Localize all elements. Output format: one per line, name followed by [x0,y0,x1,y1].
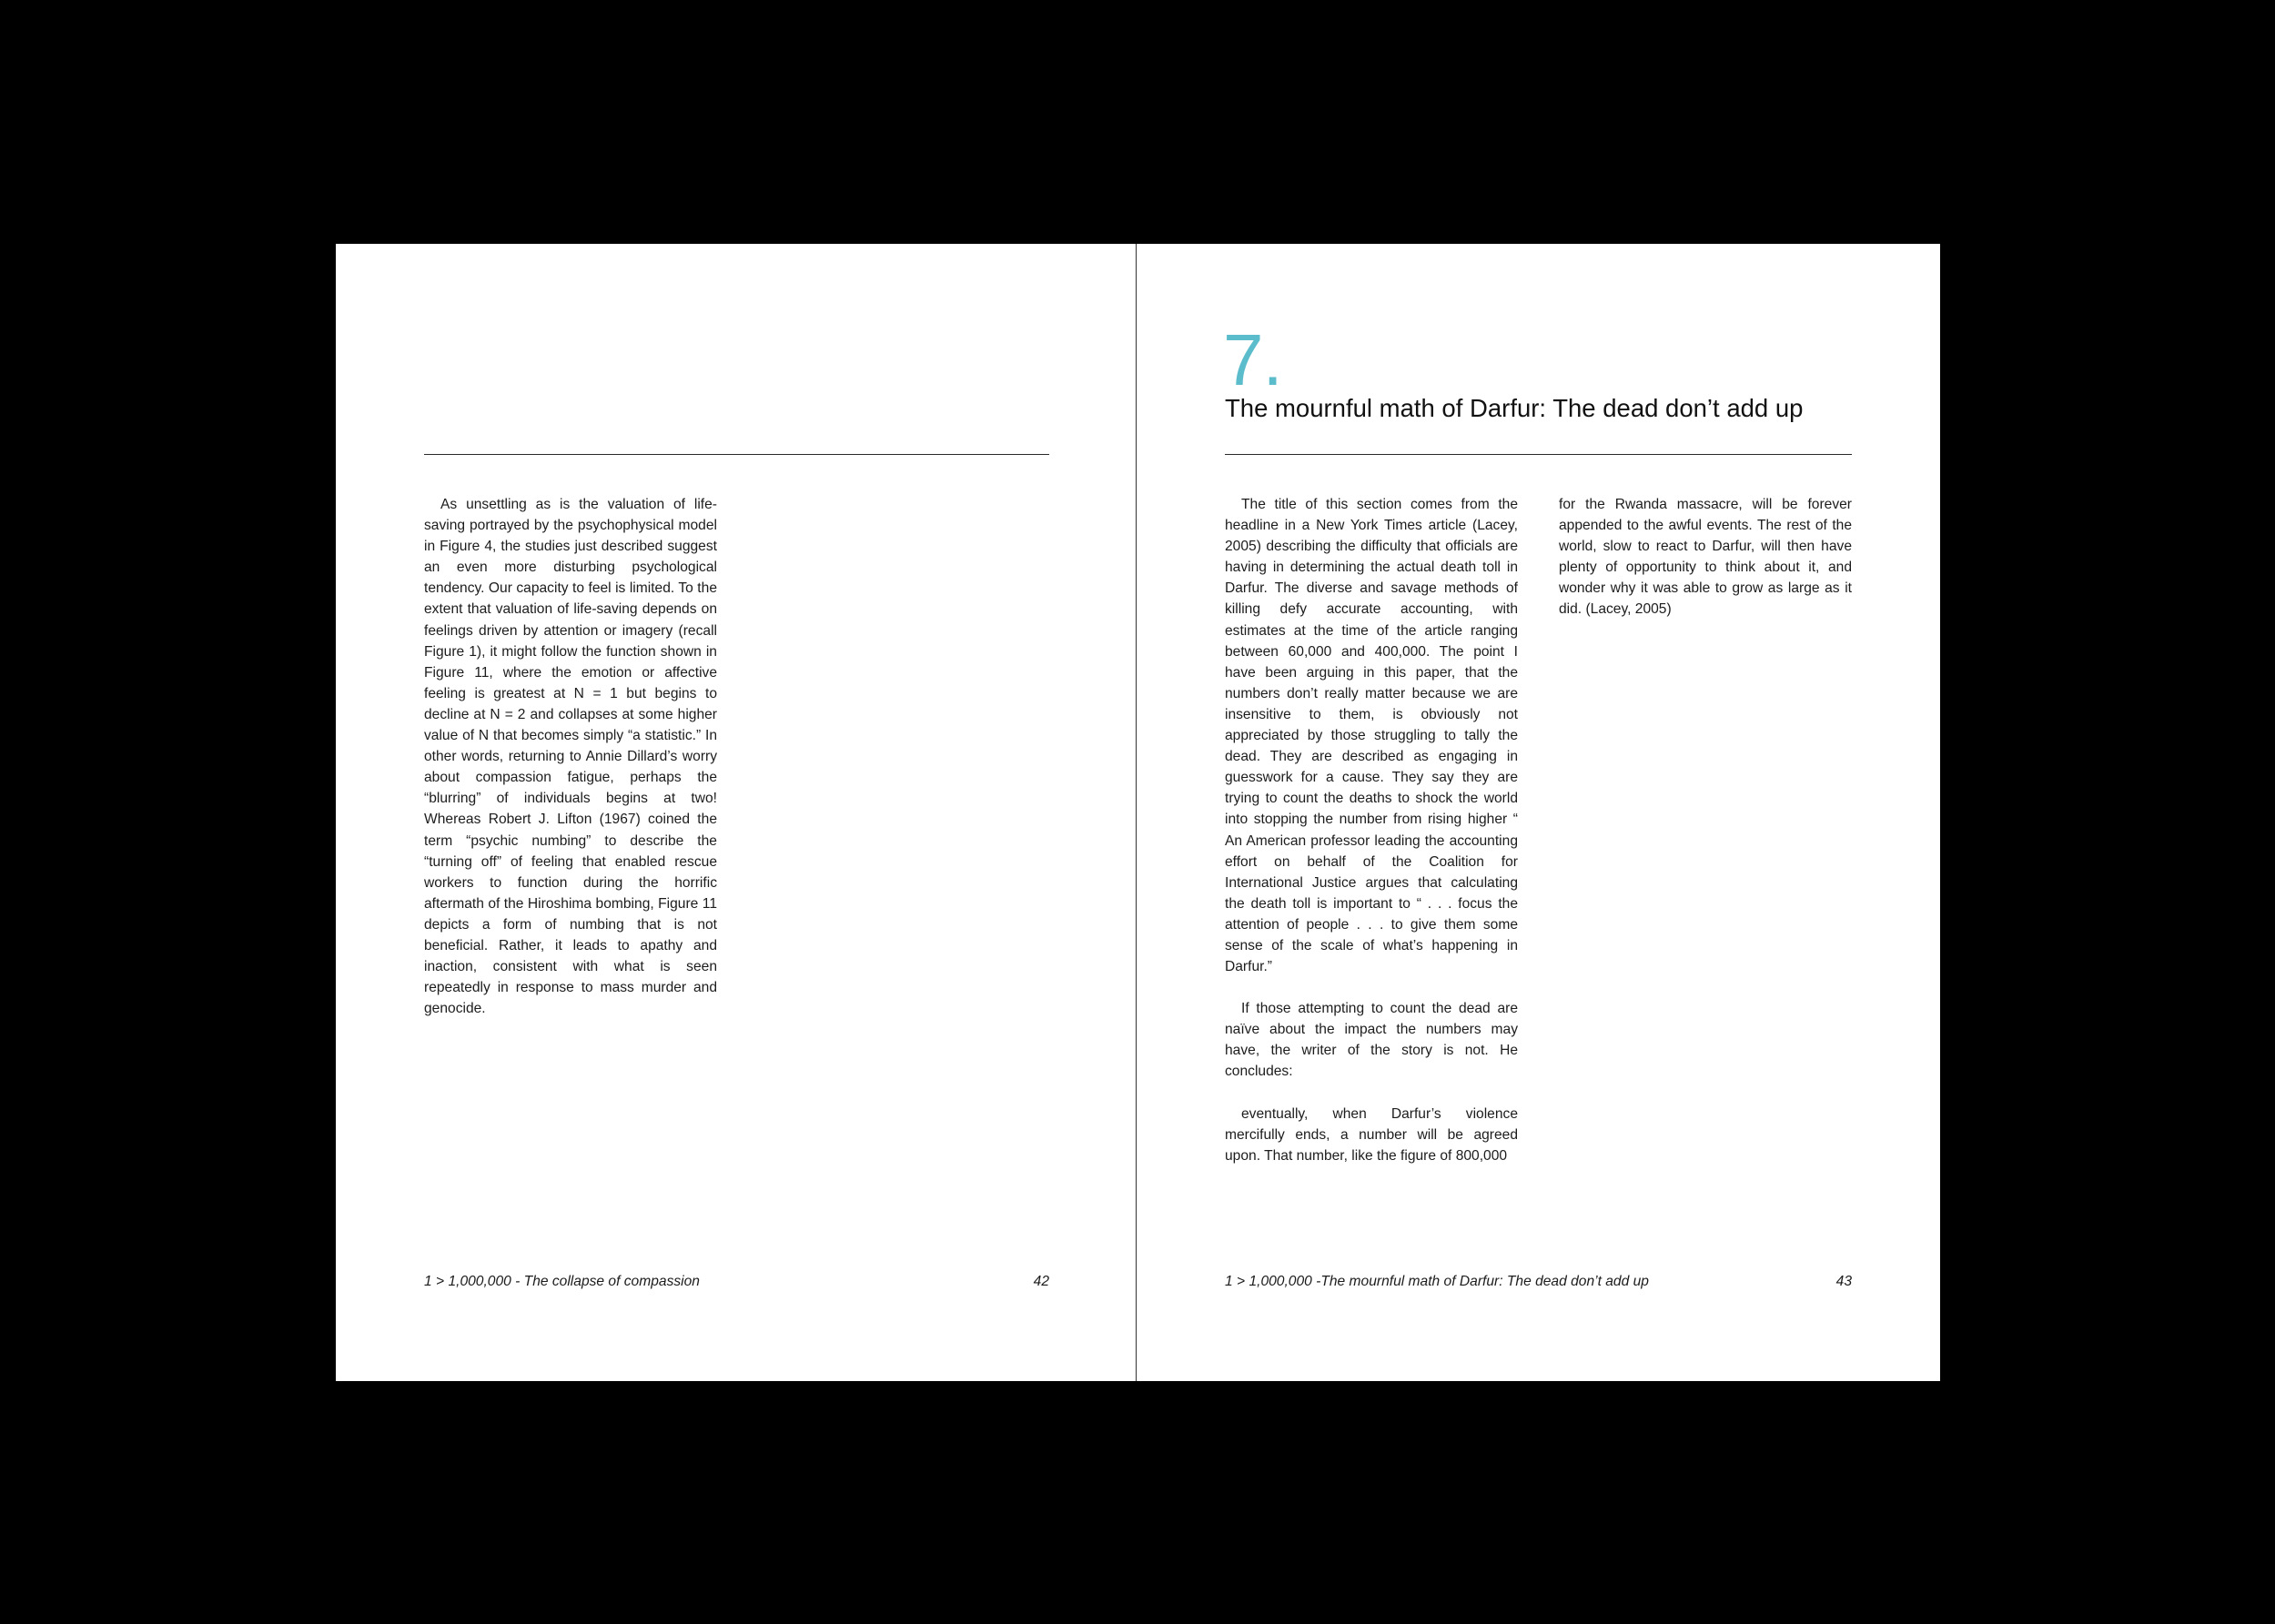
page-number: 42 [1033,1274,1049,1289]
header-rule [1225,454,1852,455]
running-footer-title: 1 > 1,000,000 - The collapse of compassion [424,1274,700,1289]
chapter-title: The mournful math of Darfur: The dead don’t add up [1225,394,1804,422]
body-paragraph: The title of this section comes from the headline in a New York Times article (Lacey, 2005) describing the difficulty that officials are having in determining the actual death toll in Darfur. The diverse and savage methods of killing defy accurate accounting, with estimates at the time of the article ranging between 60,000 and 400,000. The point I have been arguing in this paper, that the numbers don’t really matter because we are insensitive to them, is obviously not appreciated by those struggling to tally the dead. They are described as engaging in guesswork for a cause. They say they are trying to count the deaths to shock the world into stopping the number from rising higher “ An American professor leading the accounting effort on behalf of the Coalition for International Justice argues that calculating the death toll is important to “ . . . focus the attention of people . . . to give them some sense of the scale of what’s happening in Darfur.” [1225,497,1518,975]
block-quote: eventually, when Darfur’s violence mercifully ends, a number will be agreed upon. That number, like the figure of 800,000 [1225,1105,1518,1164]
chapter-number: 7. [1223,319,1282,400]
body-column-right [1559,494,1852,620]
block-quote-continued: for the Rwanda massacre, will be forever appended to the awful events. The rest of the world, slow to react to Darfur, will then have plenty of opportunity to think about it, and wonder why it was able to grow as large as it did. (Lacey, 2005) [1559,497,1852,618]
body-paragraph: As unsettling as is the valuation of life-saving portrayed by the psychophysical model in Figure 4, the studies just described suggest an even more disturbing psychological tendency. Our capacity to feel is limited. To the extent that valuation of life-saving depends on feelings driven by attention or imagery (recall Figure 1), it might follow the function shown in Figure 11, where the emotion or affective feeling is greatest at N = 1 but begins to decline at N = 2 and collapses at some higher value of N that becomes simply “a statistic.” In other words, returning to Annie Dillard’s worry about compassion fatigue, perhaps the “blurring” of individuals begins at two! Whereas Robert J. Lifton (1967) coined the term “psychic numbing” to describe the “turning off” of feeling that enabled rescue workers to function during the horrific aftermath of the Hiroshima bombing, Figure 11 depicts a form of numbing that is not beneficial. Rather, it leads to apathy and inaction, consistent with what is seen repeatedly in response to mass murder and genocide. [424,497,717,1017]
body-column-left [1225,494,1518,1166]
right-page [1137,244,1940,1381]
body-column [424,494,717,1019]
header-rule [424,454,1049,455]
running-footer-title: 1 > 1,000,000 -The mournful math of Darfur: The dead don’t add up [1225,1274,1649,1289]
body-paragraph: If those attempting to count the dead are naïve about the impact the numbers may have, the writer of the story is not. He concludes: [1225,1001,1518,1080]
left-page [336,244,1137,1381]
page-number: 43 [1835,1274,1852,1289]
